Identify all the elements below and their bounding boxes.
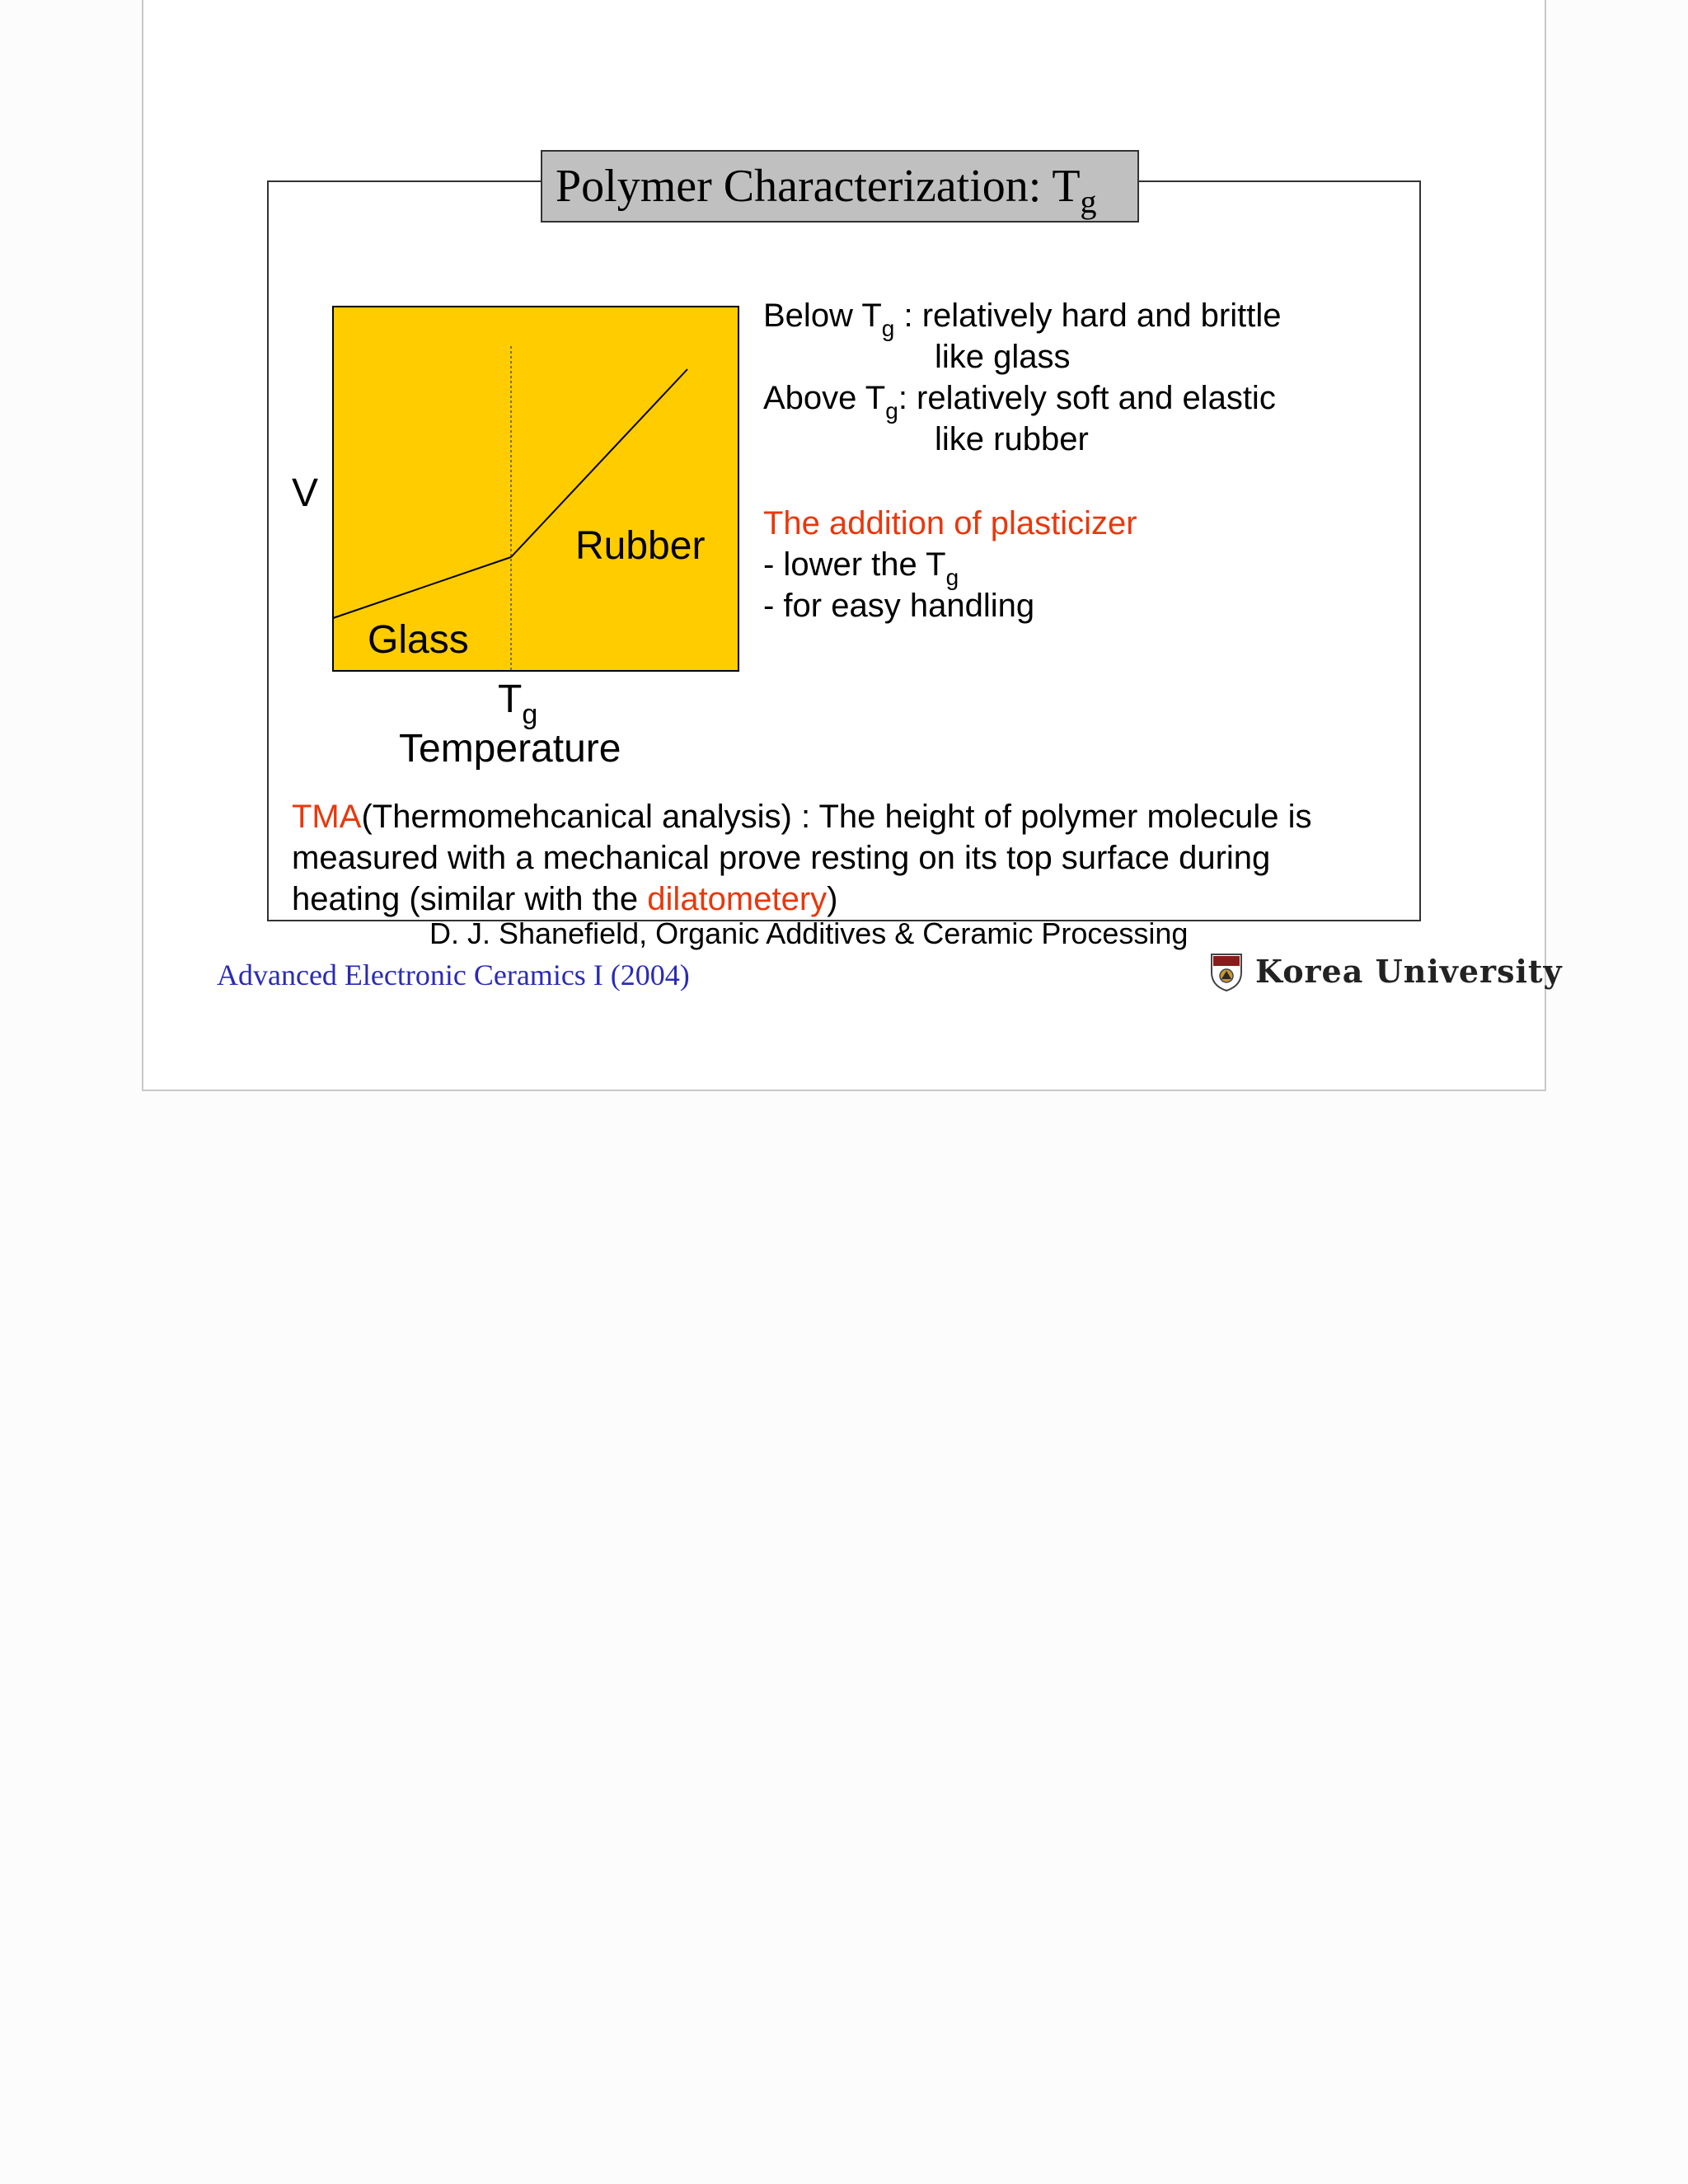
region-glass-label: Glass (368, 618, 469, 662)
tma-line-3 (292, 879, 838, 920)
x-tick-tg (498, 677, 538, 730)
graph-area (333, 307, 738, 671)
below-sub: g (881, 316, 895, 341)
university-crest-icon (1208, 951, 1245, 992)
region-rubber-label: Rubber (575, 524, 706, 568)
university-name: Korea University (1255, 953, 1563, 990)
above-prefix: Above T (763, 380, 886, 416)
x-tick-sub: g (522, 699, 538, 730)
tma-term: TMA (292, 799, 362, 835)
tma-line-1 (292, 796, 1312, 837)
x-axis-label: Temperature (399, 727, 621, 771)
tma-line-3-prefix: heating (similar with the (292, 881, 648, 917)
plasticizer-item-2: - for easy handling (763, 588, 1035, 624)
plasticizer-item-1-text: - lower the T (763, 546, 946, 583)
title-subscript: g (1080, 183, 1097, 220)
above-text: : relatively soft and elastic (898, 380, 1276, 416)
below-tg-continuation: like glass (935, 339, 1071, 375)
tma-line-2: measured with a mechanical prove resting on its top surface during (292, 840, 1271, 876)
citation: D. J. Shanefield, Organic Additives & Ceramic Processing (429, 916, 1189, 950)
tma-dilatometery: dilatometery (647, 881, 828, 917)
below-text: : relatively hard and brittle (894, 298, 1282, 334)
plasticizer-item-1-sub: g (945, 565, 959, 590)
above-tg-line (763, 377, 1276, 422)
tma-line-1-rest: (Thermomehcanical analysis) : The height of polymer molecule is (361, 799, 1312, 835)
x-tick-main: T (498, 677, 523, 721)
title-main: Polymer Characterization: T (556, 161, 1081, 212)
above-tg-continuation: like rubber (935, 421, 1089, 457)
course-title: Advanced Electronic Ceramics I (2004) (217, 958, 690, 991)
tma-line-3-suffix: ) (827, 881, 838, 917)
plasticizer-item-1 (763, 544, 959, 588)
below-prefix: Below T (763, 298, 882, 334)
below-tg-line (763, 295, 1281, 340)
y-axis-label: V (292, 471, 319, 515)
above-sub: g (885, 398, 898, 424)
plasticizer-heading: The addition of plasticizer (763, 505, 1137, 541)
